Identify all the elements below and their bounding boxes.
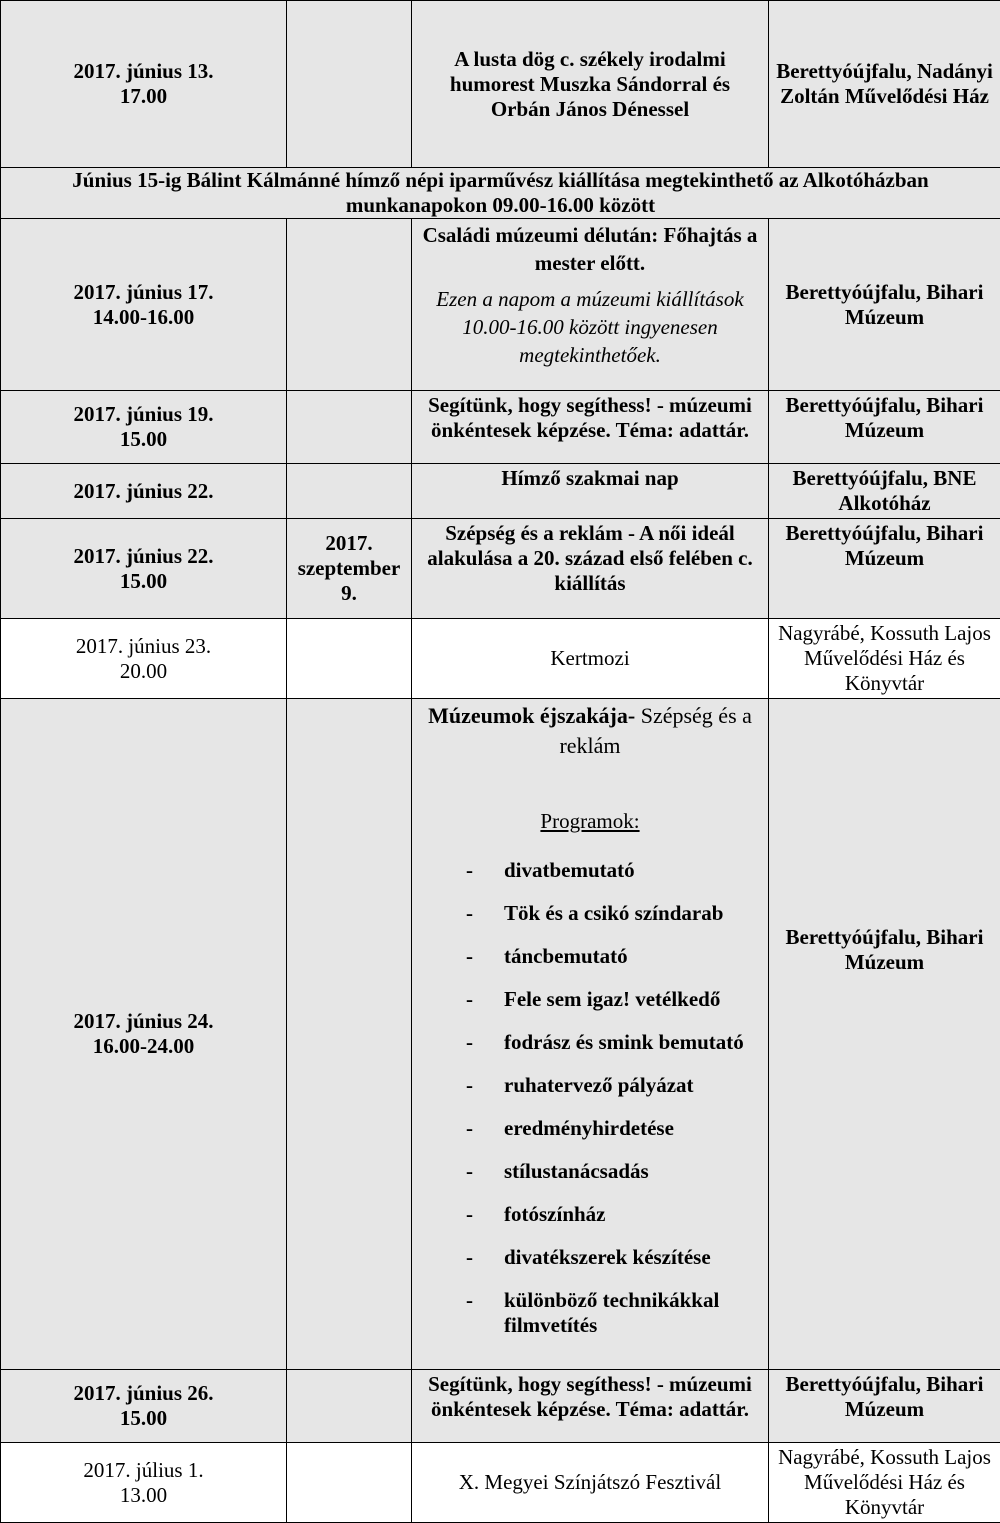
- date-cell: 2017. június 26. 15.00: [1, 1370, 287, 1443]
- event-title: X. Megyei Színjátszó Fesztivál: [412, 1443, 769, 1523]
- event-title: [412, 699, 769, 1370]
- date-cell: 2017. június 17. 14.00-16.00: [1, 219, 287, 391]
- event-title-text: Családi múzeumi délután: Főhajtás a mester előtt.: [418, 221, 762, 277]
- event-title: Hímző szakmai nap: [412, 464, 769, 519]
- event-title: Segítünk, hogy segíthess! - múzeumi önkéntesek képzése. Téma: adattár.: [412, 1370, 769, 1443]
- event-title: A lusta dög c. székely irodalmi humorest Muszka Sándorral és Orbán János Dénessel: [412, 1, 769, 168]
- event-title: [412, 219, 769, 391]
- event-title: Kertmozi: [412, 619, 769, 699]
- event-title: Segítünk, hogy segíthess! - múzeumi önkéntesek képzése. Téma: adattár.: [412, 391, 769, 464]
- date-cell: 2017. június 19. 15.00: [1, 391, 287, 464]
- programs-list: [418, 858, 762, 1338]
- date-cell: 2017. június 13. 17.00: [1, 1, 287, 168]
- venue-cell: Berettyóújfalu, Bihari Múzeum: [769, 1370, 1000, 1443]
- table-row: [1, 464, 1000, 519]
- table-row: [1, 391, 1000, 464]
- notice-row: [1, 168, 1000, 219]
- end-date-cell: [287, 391, 412, 464]
- table-row: [1, 1, 1000, 168]
- list-item: - divatékszerek készítése: [418, 1245, 762, 1270]
- end-date-cell: [287, 1, 412, 168]
- venue-cell: Berettyóújfalu, Bihari Múzeum: [769, 219, 1000, 391]
- list-item: - különböző technikákkal filmvetítés: [418, 1288, 734, 1338]
- event-title-bold: Múzeumok éjszakája-: [428, 703, 635, 728]
- table-row: [1, 619, 1000, 699]
- event-title-text: [418, 701, 762, 761]
- venue-cell: Berettyóújfalu, BNE Alkotóház: [769, 464, 1000, 519]
- date-cell: 2017. június 24. 16.00-24.00: [1, 699, 287, 1370]
- event-note: Ezen a napom a múzeumi kiállítások 10.00-16.00 között ingyenesen megtekinthetőek.: [418, 285, 762, 369]
- table-row: [1, 519, 1000, 619]
- list-item: - táncbemutató: [418, 944, 762, 969]
- event-title-rest: Szépség és a reklám: [559, 703, 751, 758]
- list-item: - Fele sem igaz! vetélkedő: [418, 987, 762, 1012]
- list-item: - divatbemutató: [418, 858, 762, 883]
- venue-cell: Berettyóújfalu, Nadányi Zoltán Művelődési Ház: [769, 1, 1000, 168]
- venue-cell: Berettyóújfalu, Bihari Múzeum: [769, 699, 1000, 1370]
- programs-label: Programok:: [418, 809, 762, 834]
- date-cell: 2017. június 22.: [1, 464, 287, 519]
- list-item: - stílustanácsadás: [418, 1159, 762, 1184]
- end-date-cell: [287, 464, 412, 519]
- table-row: [1, 219, 1000, 391]
- date-cell: 2017. június 23. 20.00: [1, 619, 287, 699]
- end-date-cell: [287, 1370, 412, 1443]
- event-title: Szépség és a reklám - A női ideál alakulása a 20. század első felében c. kiállítás: [412, 519, 769, 619]
- list-item: - Tök és a csikó színdarab: [418, 901, 762, 926]
- date-cell: 2017. július 1. 13.00: [1, 1443, 287, 1523]
- end-date-cell: [287, 699, 412, 1370]
- end-date-cell: 2017. szeptember 9.: [287, 519, 412, 619]
- list-item: - fodrász és smink bemutató: [418, 1030, 762, 1055]
- venue-cell: Berettyóújfalu, Bihari Múzeum: [769, 519, 1000, 619]
- notice-text: Június 15-ig Bálint Kálmánné hímző népi iparművész kiállítása megtekinthető az Alkotóházban munkanapokon 09.00-16.00 között: [1, 168, 1000, 219]
- end-date-cell: [287, 1443, 412, 1523]
- table-row: [1, 699, 1000, 1370]
- table-row: [1, 1370, 1000, 1443]
- venue-cell: Berettyóújfalu, Bihari Múzeum: [769, 391, 1000, 464]
- end-date-cell: [287, 219, 412, 391]
- list-item: - fotószínház: [418, 1202, 762, 1227]
- venue-cell: Nagyrábé, Kossuth Lajos Művelődési Ház és Könyvtár: [769, 1443, 1000, 1523]
- venue-cell: Nagyrábé, Kossuth Lajos Művelődési Ház és Könyvtár: [769, 619, 1000, 699]
- list-item: - ruhatervező pályázat: [418, 1073, 762, 1098]
- end-date-cell: [287, 619, 412, 699]
- date-cell: 2017. június 22. 15.00: [1, 519, 287, 619]
- table-row: [1, 1443, 1000, 1523]
- list-item: - eredményhirdetése: [418, 1116, 762, 1141]
